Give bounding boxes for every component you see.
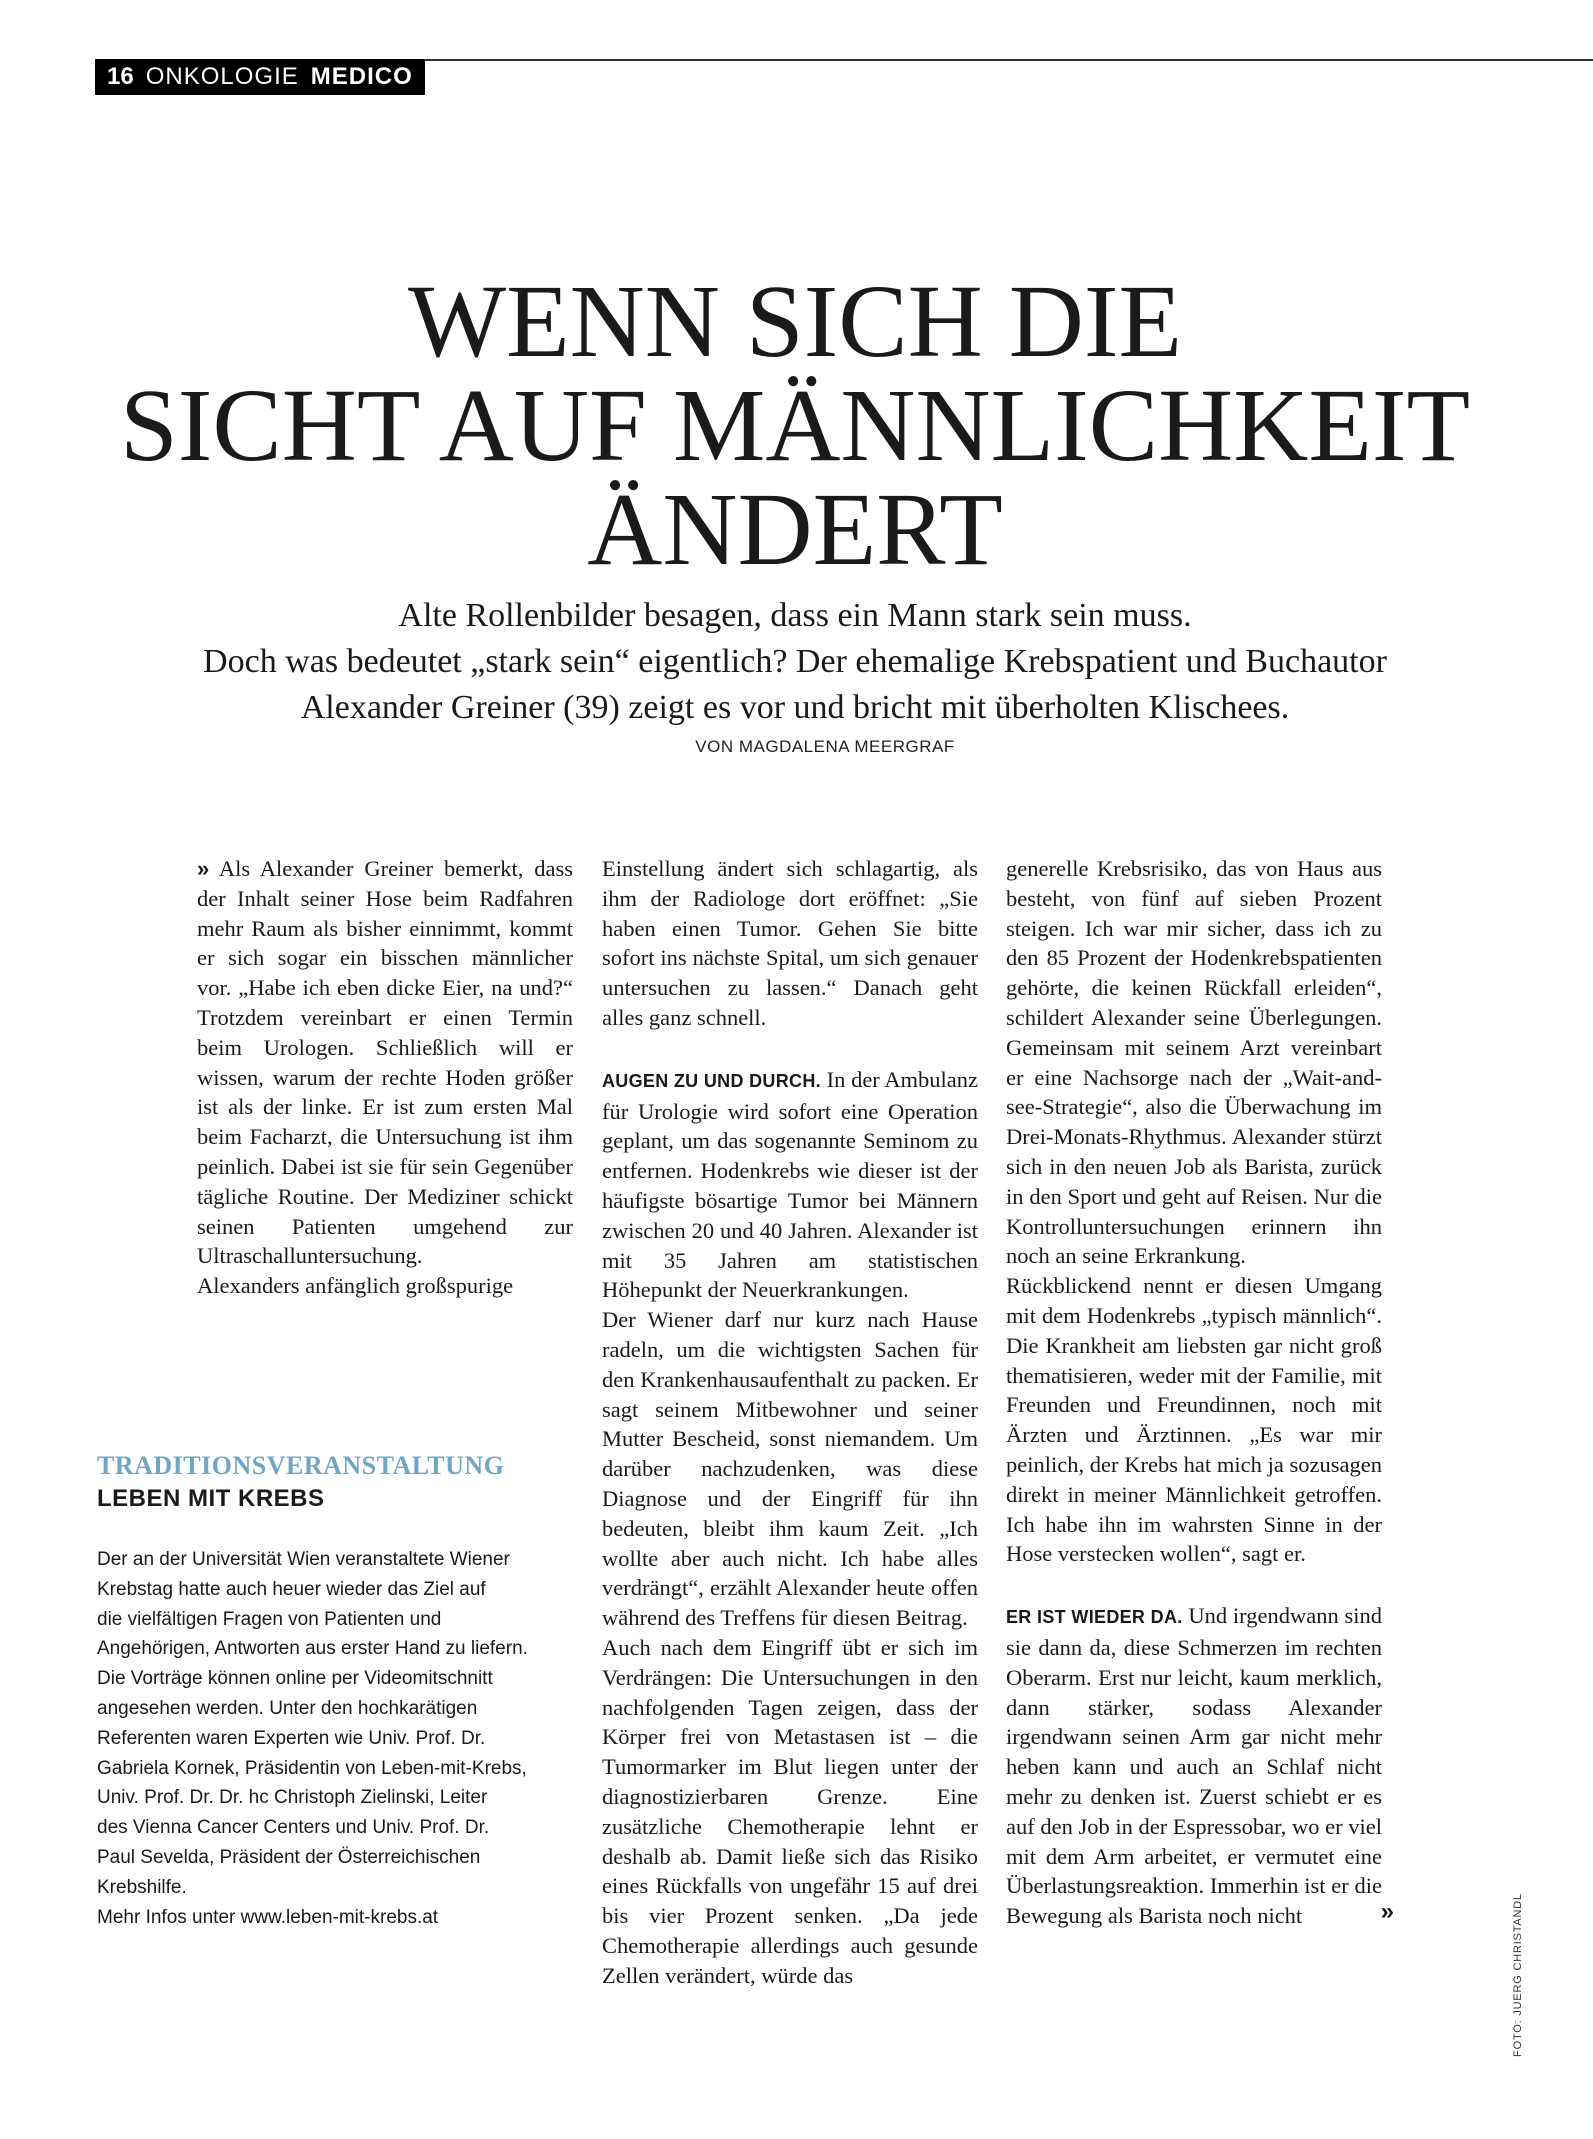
info-box-text: Der an der Universität Wien veranstaltete Wiener Krebstag hatte auch heuer wieder das Ziel auf die vielfältigen Fragen von Patienten und Angehörigen, Antworten aus erster Hand zu liefern. Die Vorträge können online per Videomitschnitt angesehen werden. Unter den hochkarätigen Referenten waren Experten wie Univ. Prof. Dr. Gabriela Kornek, Präsidentin von Leben-mit-Krebs, Univ. Prof. Dr. Dr. hc Christoph Zielinski, Leiter des Vienna Cancer Centers und Univ. Prof. Dr. Paul Sevelda, Präsident der Österreichischen Krebshilfe. Mehr Infos unter www.leben-mit-krebs.at — [97, 1549, 528, 1928]
info-box-title: LEBEN MIT KREBS — [97, 1485, 325, 1512]
section-subtitle: ER IST WIEDER DA. — [1006, 1607, 1183, 1628]
article-paragraph — [602, 1065, 978, 1305]
info-box-kicker: TRADITIONSVERANSTALTUNG — [97, 1451, 505, 1480]
paragraph-text: In der Ambulanz für Urologie wird sofort eine Operation geplant, um das sogenannte Seminom zu entfernen. Hodenkrebs wie dieser ist der häufigste bösartige Tumor bei Männern zwischen 20 und 40 Jahren. Alexander ist mit 35 Jahren am statistischen Höhepunkt der Neuerkrankungen. — [602, 1066, 978, 1303]
magazine-brand: MEDICO — [310, 63, 413, 90]
headline-line: WENN SICH DIE — [407, 264, 1183, 379]
headline-line: ÄNDERT — [587, 472, 1003, 587]
info-box — [97, 1451, 547, 1932]
paragraph-text: Als Alexander Greiner bemerkt, dass der Inhalt seiner Hose beim Radfahren mehr Raum als bisher einnimmt, kommt er sich sogar ein bisschen männlicher vor. „Habe ich eben dicke Eier, na und?“ Trotzdem vereinbart er einen Termin beim Urologen. Schließlich will er wissen, warum der rechte Hoden größer ist als der linke. Er ist zum ersten Mal beim Facharzt, die Untersuchung ist ihm peinlich. Dabei ist sie für sein Gegenüber tägliche Routine. Der Mediziner schickt seinen Patienten umgehend zur Ultraschalluntersuchung. — [197, 856, 573, 1269]
article-paragraph: Auch nach dem Eingriff übt er sich im Verdrängen: Die Untersuchungen in den nachfolgenden Tagen zeigen, dass der Körper frei von Metastasen ist – die Tumormarker im Blut liegen unter der diagnostizierbaren Grenze. Eine zusätzliche Chemotherapie lehnt er deshalb ab. Damit ließe sich das Risiko eines Rückfalls von ungefähr 15 auf drei bis vier Prozent senken. „Da jede Chemotherapie allerdings auch gesunde Zellen verändert, würde das — [602, 1634, 978, 1988]
article-paragraph: Einstellung ändert sich schlagartig, als ihm der Radiologe dort eröffnet: „Sie haben einen Tumor. Gehen Sie bitte sofort ins nächste Spital, um sich genauer untersuchen zu lassen.“ Danach geht alles ganz schnell. — [602, 856, 978, 1030]
page-number: 16 — [107, 63, 134, 90]
headline-line: SICHT AUF MÄNNLICHKEIT — [119, 368, 1471, 483]
article-paragraph: Rückblickend nennt er diesen Umgang mit dem Hodenkrebs „typisch männlich“. Die Krankheit am liebsten gar nicht groß thematisieren, weder mit der Familie, mit Freunden und Freundinnen, noch mit Ärzten und Ärztinnen. „Es war mir peinlich, der Krebs hat mich ja sozusagen direkt in meiner Männlichkeit getroffen. Ich habe ihn im wahrsten Sinne in der Hose verstecken wollen“, sagt er. — [1006, 1273, 1382, 1567]
section-header — [95, 59, 425, 95]
article-paragraph — [197, 854, 573, 1271]
continue-marker-icon: » — [1380, 1898, 1394, 1926]
article-column-1 — [197, 854, 573, 1301]
article-paragraph: Alexanders anfänglich großspurige — [197, 1273, 514, 1299]
subhead-line: Doch was bedeutet „stark sein“ eigentlich? Der ehemalige Krebspatient und Buchautor — [203, 643, 1387, 680]
subhead-line: Alte Rollenbilder besagen, dass ein Mann stark sein muss. — [398, 597, 1192, 634]
article-column-3 — [1006, 854, 1394, 1931]
section-subtitle: AUGEN ZU UND DURCH. — [602, 1070, 821, 1091]
article-paragraph: Der Wiener darf nur kurz nach Hause radeln, um die wichtigsten Sachen für den Krankenhausaufenthalt zu packen. Er sagt seinem Mitbewohner und seiner Mutter Bescheid, sonst niemandem. Um darüber nachzudenken, was diese Diagnose und der Eingriff für ihn bedeuten, bleibt ihm kaum Zeit. „Ich wollte aber auch nicht. Ich habe alles verdrängt“, erzählt Alexander heute offen während des Treffens für diesen Beitrag. — [602, 1307, 978, 1631]
start-marker-icon: » — [197, 856, 210, 881]
article-subhead — [100, 593, 1490, 731]
paragraph-text: Und irgendwann sind sie dann da, diese Schmerzen im rechten Oberarm. Erst nur leicht, kaum merklich, dann stärker, sodass Alexander irgendwann seinen Arm gar nicht mehr heben kann und auch an Schlaf nicht mehr zu denken ist. Zuerst schiebt er es auf den Job in der Espressobar, wo er viel mit dem Arm arbeitet, er vermutet eine Überlastungsreaktion. Immerhin ist er die Bewegung als Barista noch nicht — [1006, 1603, 1382, 1929]
article-column-2 — [602, 854, 978, 1990]
article-paragraph — [1006, 1601, 1382, 1931]
subhead-line: Alexander Greiner (39) zeigt es vor und bricht mit überholten Klischees. — [300, 689, 1290, 726]
section-name: ONKOLOGIE — [145, 63, 299, 90]
article-paragraph: generelle Krebsrisiko, das von Haus aus besteht, von fünf auf sieben Prozent steigen. Ich war mir sicher, dass ich zu den 85 Prozent der Hodenkrebspatienten gehörte, die keinen Rückfall erleiden“, schildert Alexander seine Überlegungen. Gemeinsam mit seinem Arzt vereinbart er eine Nachsorge nach der „Wait-and-see-Strategie“, also die Überwachung im Drei-Monats-Rhythmus. Alexander stürzt sich in den neuen Job als Barista, zurück in den Sport und geht auf Reisen. Nur die Kontrolluntersuchungen erinnern ihn noch an seine Erkrankung. — [1006, 856, 1382, 1269]
photo-credit-text: FOTO: JUERG CHRISTANDL — [1512, 1893, 1524, 2057]
photo-credit — [1508, 1893, 1528, 2057]
article-headline — [60, 264, 1530, 587]
article-byline: VON MAGDALENA MEERGRAF — [695, 737, 955, 756]
